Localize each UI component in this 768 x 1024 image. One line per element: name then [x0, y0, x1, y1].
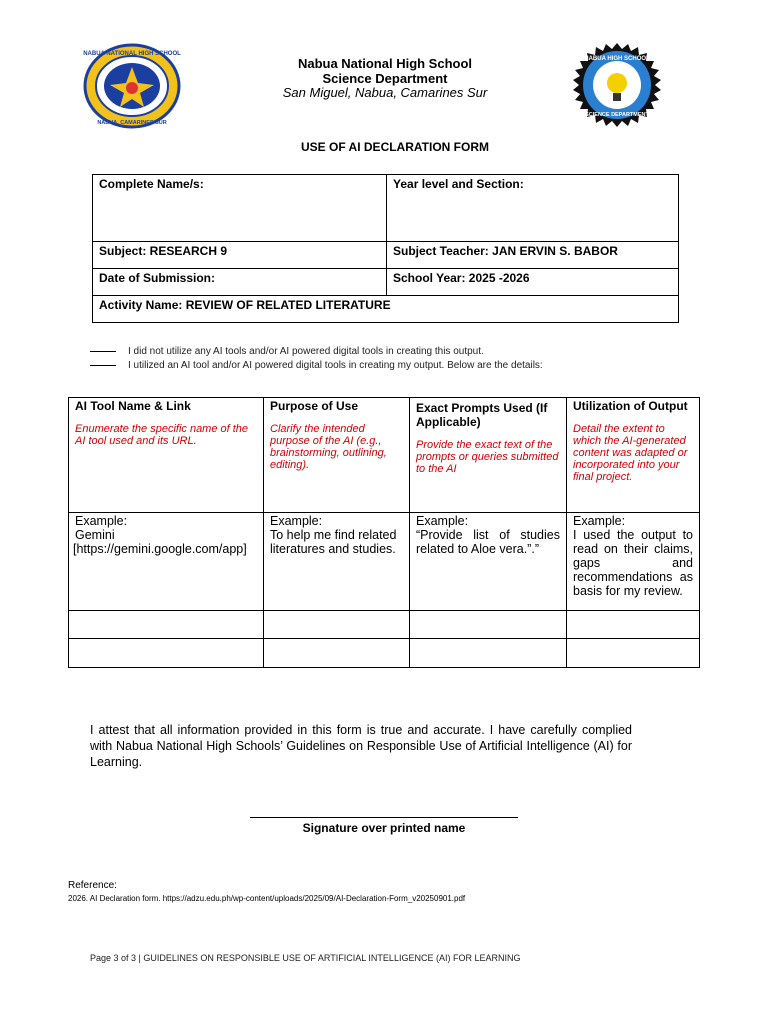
column-instructions: Provide the exact text of the prompts or queries submitted to the AI [416, 439, 559, 475]
empty-purpose-cell[interactable] [264, 611, 410, 639]
column-instructions: Enumerate the specific name of the AI tool used and its URL. [75, 423, 249, 447]
example-prompt: “Provide list of studies related to Aloe vera.”.” [416, 528, 560, 556]
empty-tool-cell[interactable] [69, 639, 264, 668]
header-ai-tool [69, 398, 264, 513]
example-label: Example: [75, 514, 128, 528]
checkbox-blank[interactable] [90, 365, 116, 366]
empty-utilization-cell[interactable] [567, 611, 700, 639]
svg-text:SCIENCE DEPARTMENT: SCIENCE DEPARTMENT [585, 112, 649, 118]
empty-purpose-cell[interactable] [264, 639, 410, 668]
example-tool-cell [69, 513, 264, 611]
date-of-submission-label: Date of Submission: [99, 271, 216, 285]
student-info-table [92, 174, 679, 323]
ai-usage-table [68, 397, 700, 668]
example-tool-name: Gemini [75, 528, 115, 542]
svg-text:NABUA HIGH SCHOOL: NABUA HIGH SCHOOL [584, 56, 650, 62]
date-of-submission-field[interactable] [93, 269, 387, 296]
checkbox-blank[interactable] [90, 351, 116, 352]
subject-teacher-field: Subject Teacher: JAN ERVIN S. BABOR [387, 242, 679, 269]
checklist-text: I utilized an AI tool and/or AI powered digital tools in creating my output. Below are the details: [128, 360, 543, 371]
example-prompt-cell [410, 513, 567, 611]
year-section-label: Year level and Section: [393, 177, 524, 191]
example-purpose-cell [264, 513, 410, 611]
year-section-field[interactable] [387, 175, 679, 242]
complete-name-label: Complete Name/s: [99, 177, 204, 191]
school-year-field: School Year: 2025 -2026 [387, 269, 679, 296]
school-name: Nabua National High School [297, 56, 473, 71]
school-seal-logo [82, 43, 182, 129]
empty-utilization-cell[interactable] [567, 639, 700, 668]
column-title: Exact Prompts Used (If Applicable) [416, 401, 548, 429]
example-utilization-cell [567, 513, 700, 611]
example-label: Example: [270, 514, 323, 528]
checklist-item-used-ai[interactable] [90, 360, 543, 371]
svg-text:NABUA, CAMARINES SUR: NABUA, CAMARINES SUR [97, 120, 167, 126]
complete-name-field[interactable] [93, 175, 387, 242]
example-tool-url: [https://gemini.google.com/app] [73, 542, 247, 556]
column-title: AI Tool Name & Link [75, 399, 191, 413]
column-instructions: Clarify the intended purpose of the AI (e.g., brainstorming, outlining, editing). [270, 423, 387, 471]
column-instructions: Detail the extent to which the AI-generated content was adapted or incorporated into your final project. [573, 423, 688, 483]
header-exact-prompts [410, 398, 567, 513]
activity-name-field: Activity Name: REVIEW OF RELATED LITERATURE [93, 296, 679, 323]
checklist-item-no-ai[interactable] [90, 346, 484, 357]
signature-label: Signature over printed name [302, 821, 466, 835]
example-label: Example: [573, 514, 626, 528]
column-title: Utilization of Output [573, 399, 688, 413]
page-footer: Page 3 of 3 | GUIDELINES ON RESPONSIBLE USE OF ARTIFICIAL INTELLIGENCE (AI) FOR LEARNING [90, 953, 521, 963]
example-utilization: I used the output to read on their claims, gaps and recommendations as basis for my review. [573, 528, 693, 598]
example-purpose: To help me find related literatures and studies. [270, 528, 397, 556]
empty-tool-cell[interactable] [69, 611, 264, 639]
reference-label: Reference: [68, 880, 117, 891]
attestation-paragraph: I attest that all information provided in this form is true and accurate. I have carefully complied with Nabua National High Schools’ Guidelines on Responsible Use of Artificial Intelligence (AI) for Learning. [90, 723, 632, 769]
header-purpose [264, 398, 410, 513]
empty-prompt-cell[interactable] [410, 611, 567, 639]
department-name: Science Department [322, 71, 448, 86]
school-address: San Miguel, Nabua, Camarines Sur [282, 85, 488, 100]
svg-text:NABUA NATIONAL HIGH SCHOOL: NABUA NATIONAL HIGH SCHOOL [83, 51, 181, 57]
form-title: USE OF AI DECLARATION FORM [301, 140, 489, 154]
empty-prompt-cell[interactable] [410, 639, 567, 668]
checklist-text: I did not utilize any AI tools and/or AI powered digital tools in creating this output. [128, 346, 484, 357]
example-label: Example: [416, 514, 469, 528]
subject-field: Subject: RESEARCH 9 [93, 242, 387, 269]
header-utilization [567, 398, 700, 513]
science-department-logo [570, 43, 664, 127]
reference-citation: 2026. AI Declaration form. https://adzu.edu.ph/wp-content/uploads/2025/09/AI-Declaration-Form_v20250901.pdf [68, 894, 466, 903]
column-title: Purpose of Use [270, 399, 359, 413]
signature-line[interactable] [250, 817, 518, 818]
